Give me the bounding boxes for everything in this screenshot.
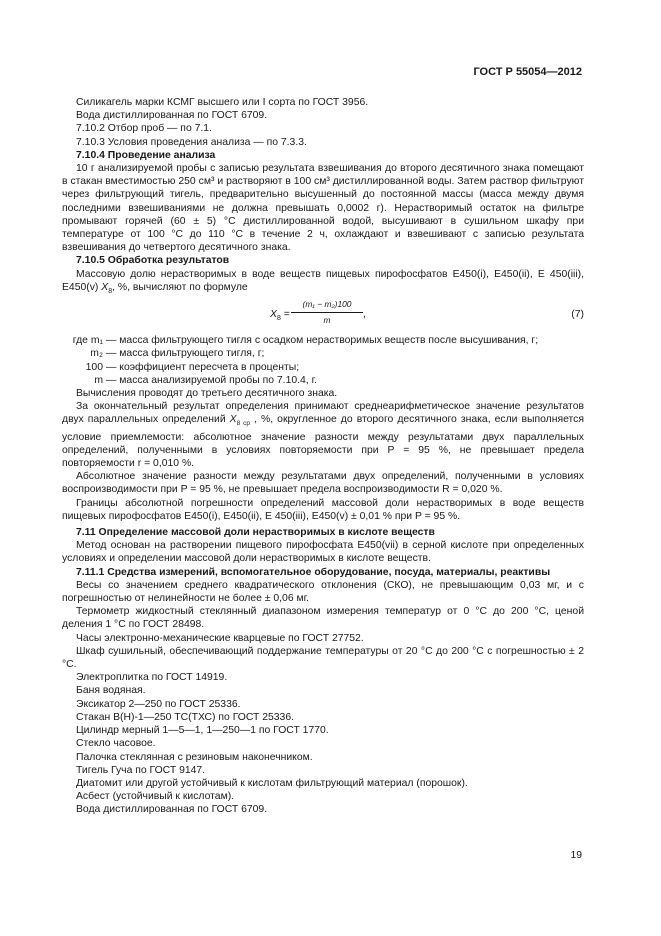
equipment-gooch-crucible: Тигель Гуча по ГОСТ 9147. — [76, 764, 206, 776]
material-asbestos: Асбест (устойчивый к кислотам). — [76, 791, 235, 803]
equipment-glass-rod: Палочка стеклянная с резиновым наконечником. — [76, 751, 313, 763]
where-symbol: m — [94, 374, 103, 386]
formula-number: (7) — [571, 309, 584, 321]
equipment-clock: Часы электронно-механические кварцевые по ГОСТ 27752. — [76, 632, 364, 644]
formula-fraction — [291, 298, 363, 327]
heading-7-11-1: 7.11.1 Средства измерений, вспомогательное оборудование, посуда, материалы, реактивы — [76, 566, 551, 578]
clause-7-10-2: 7.10.2 Отбор проб — по 7.1. — [76, 123, 212, 135]
reagent-water: Вода дистиллированная по ГОСТ 6709. — [76, 110, 268, 122]
equipment-water-bath: Баня водяная. — [76, 685, 146, 697]
formula-intro-text: Массовую долю нерастворимых в воде веществ пищевых пирофосфатов Е450(i), Е450(ii), Е 450(iii), Е450(v) — [62, 268, 584, 293]
heading-7-11: 7.11 Определение массовой доли нерастворимых в кислоте веществ — [76, 527, 435, 539]
where-text: — масса фильтрующего тигля, г; — [106, 348, 265, 360]
clause-7-10-3: 7.10.3 Условия проведения анализа — по 7.3.3. — [76, 136, 307, 148]
equipment-cylinder: Цилиндр мерный 1—5—1, 1—250—1 по ГОСТ 1770. — [76, 725, 329, 737]
equipment-thermometer: Термометр жидкостный стеклянный диапазоном измерения температур от 0 °С до 200 °С, ценой деления 1 °С по ГОСТ 28498. — [62, 606, 584, 631]
where-m1 — [48, 334, 584, 347]
method-principle: Метод основан на растворении пищевого пирофосфата Е450(vii) в серной кислоте при определенных условиях и определении массовой доли нерастворимых в кислоте веществ. — [62, 540, 584, 565]
standard-header: ГОСТ Р 55054—2012 — [473, 66, 582, 78]
reagent-water-2: Вода дистиллированная по ГОСТ 6709. — [76, 804, 268, 816]
equipment-hotplate: Электроплитка по ГОСТ 14919. — [76, 672, 228, 684]
material-diatomite: Диатомит или другой устойчивый к кислотам фильтрующий материал (порошок). — [76, 777, 468, 789]
page-number: 19 — [570, 850, 582, 861]
formula-lhs: $X_8$ = — [270, 309, 290, 323]
where-text: — масса фильтрующего тигля с осадком нерастворимых веществ после высушивания, г; — [106, 335, 539, 347]
where-text: — коэффициент пересчета в проценты; — [106, 361, 300, 373]
formula-comma: , — [363, 309, 366, 321]
where-m — [62, 374, 584, 387]
error-bounds: Границы абсолютной погрешности определений массовой доли нерастворимых в воде веществ пищевых пирофосфатов Е450(i), Е450(ii), Е 450(iii), Е450(v) ± 0,01 % при P = 95 %. — [62, 497, 584, 522]
formula-denominator: m — [323, 315, 331, 326]
equipment-balance: Весы со значением среднего квадратического отклонения (СКО), не превышающим 0,03 мг, и с погрешностью от нелинейности не более ± 0,06 мг. — [62, 579, 584, 605]
where-m2 — [62, 347, 584, 360]
analysis-procedure: 10 г анализируемой пробы с записью результата взвешивания до второго десятичного знака помещают в стакан вместимостью 250 см³ и растворяют в 100 см³ дистиллированной воды. Затем раствор фильтруют через фильтрующий тигель, предварительно высушенный до постоянной массы (масса между двумя последними взвешиваниями не должна превышать 0,0002 г). Нерастворимый остаток на фильтре промывают горячей (60 ± 5) °С дистиллированной водой, высушивают в сушильном шкафу при температуре от 100 °С до 110 °С в течение 2 ч, охлаждают и взвешивают с записью результата взвешивания до четвертого десятичного знака. — [62, 163, 584, 254]
heading-7-10-4: 7.10.4 Проведение анализа — [76, 149, 216, 161]
equipment-watch-glass: Стекло часовое. — [76, 738, 156, 750]
formula-intro-tail: , %, вычисляют по формуле — [112, 281, 248, 293]
where-100 — [62, 361, 584, 374]
where-symbol: где m₁ — [72, 335, 103, 347]
formula-numerator: (m₁ − m₂)100 — [291, 298, 363, 313]
equipment-beaker: Стакан В(Н)-1—250 ТС(ТХС) по ГОСТ 25336. — [76, 711, 294, 723]
where-symbol: m₂ — [90, 348, 103, 360]
formula-7 — [62, 298, 584, 334]
reagent-silica-gel: Силикагель марки КСМГ высшего или I сорта по ГОСТ 3956. — [76, 97, 369, 108]
formula-intro — [62, 268, 584, 298]
reproducibility: Абсолютное значение разности между результатами двух определений, полученными в условиях воспроизводимости при P = 95 %, не превышает предела воспроизводимости R = 0,020 %. — [62, 471, 584, 496]
equipment-desiccator: Эксикатор 2—250 по ГОСТ 25336. — [76, 698, 241, 710]
where-text: — масса анализируемой пробы по 7.10.4, г. — [106, 374, 317, 386]
final-result: За окончательный результат определения принимают среднеарифметическое значение результатов двух параллельных определений $X_{8 ср}$ , %, округленное до второго десятичного знака, если выполняется условие приемлемости: абсолютное значение разности между результатами двух параллельных определений, полученными в условиях повторяемости при P = 95 %, не превышает предела повторяемости r = 0,010 %. — [62, 401, 584, 470]
heading-7-10-5: 7.10.5 Обработка результатов — [76, 255, 230, 267]
symbol-x-sub: 8 — [108, 287, 113, 295]
where-symbol: 100 — [85, 361, 103, 373]
page-body — [62, 96, 584, 817]
equipment-oven: Шкаф сушильный, обеспечивающий поддержание температуры от 20 °С до 200 °С с погрешностью ± 2 °С. — [62, 645, 584, 671]
symbol-x: X — [101, 281, 109, 293]
calc-precision: Вычисления проводят до третьего десятичного знака. — [76, 387, 338, 399]
